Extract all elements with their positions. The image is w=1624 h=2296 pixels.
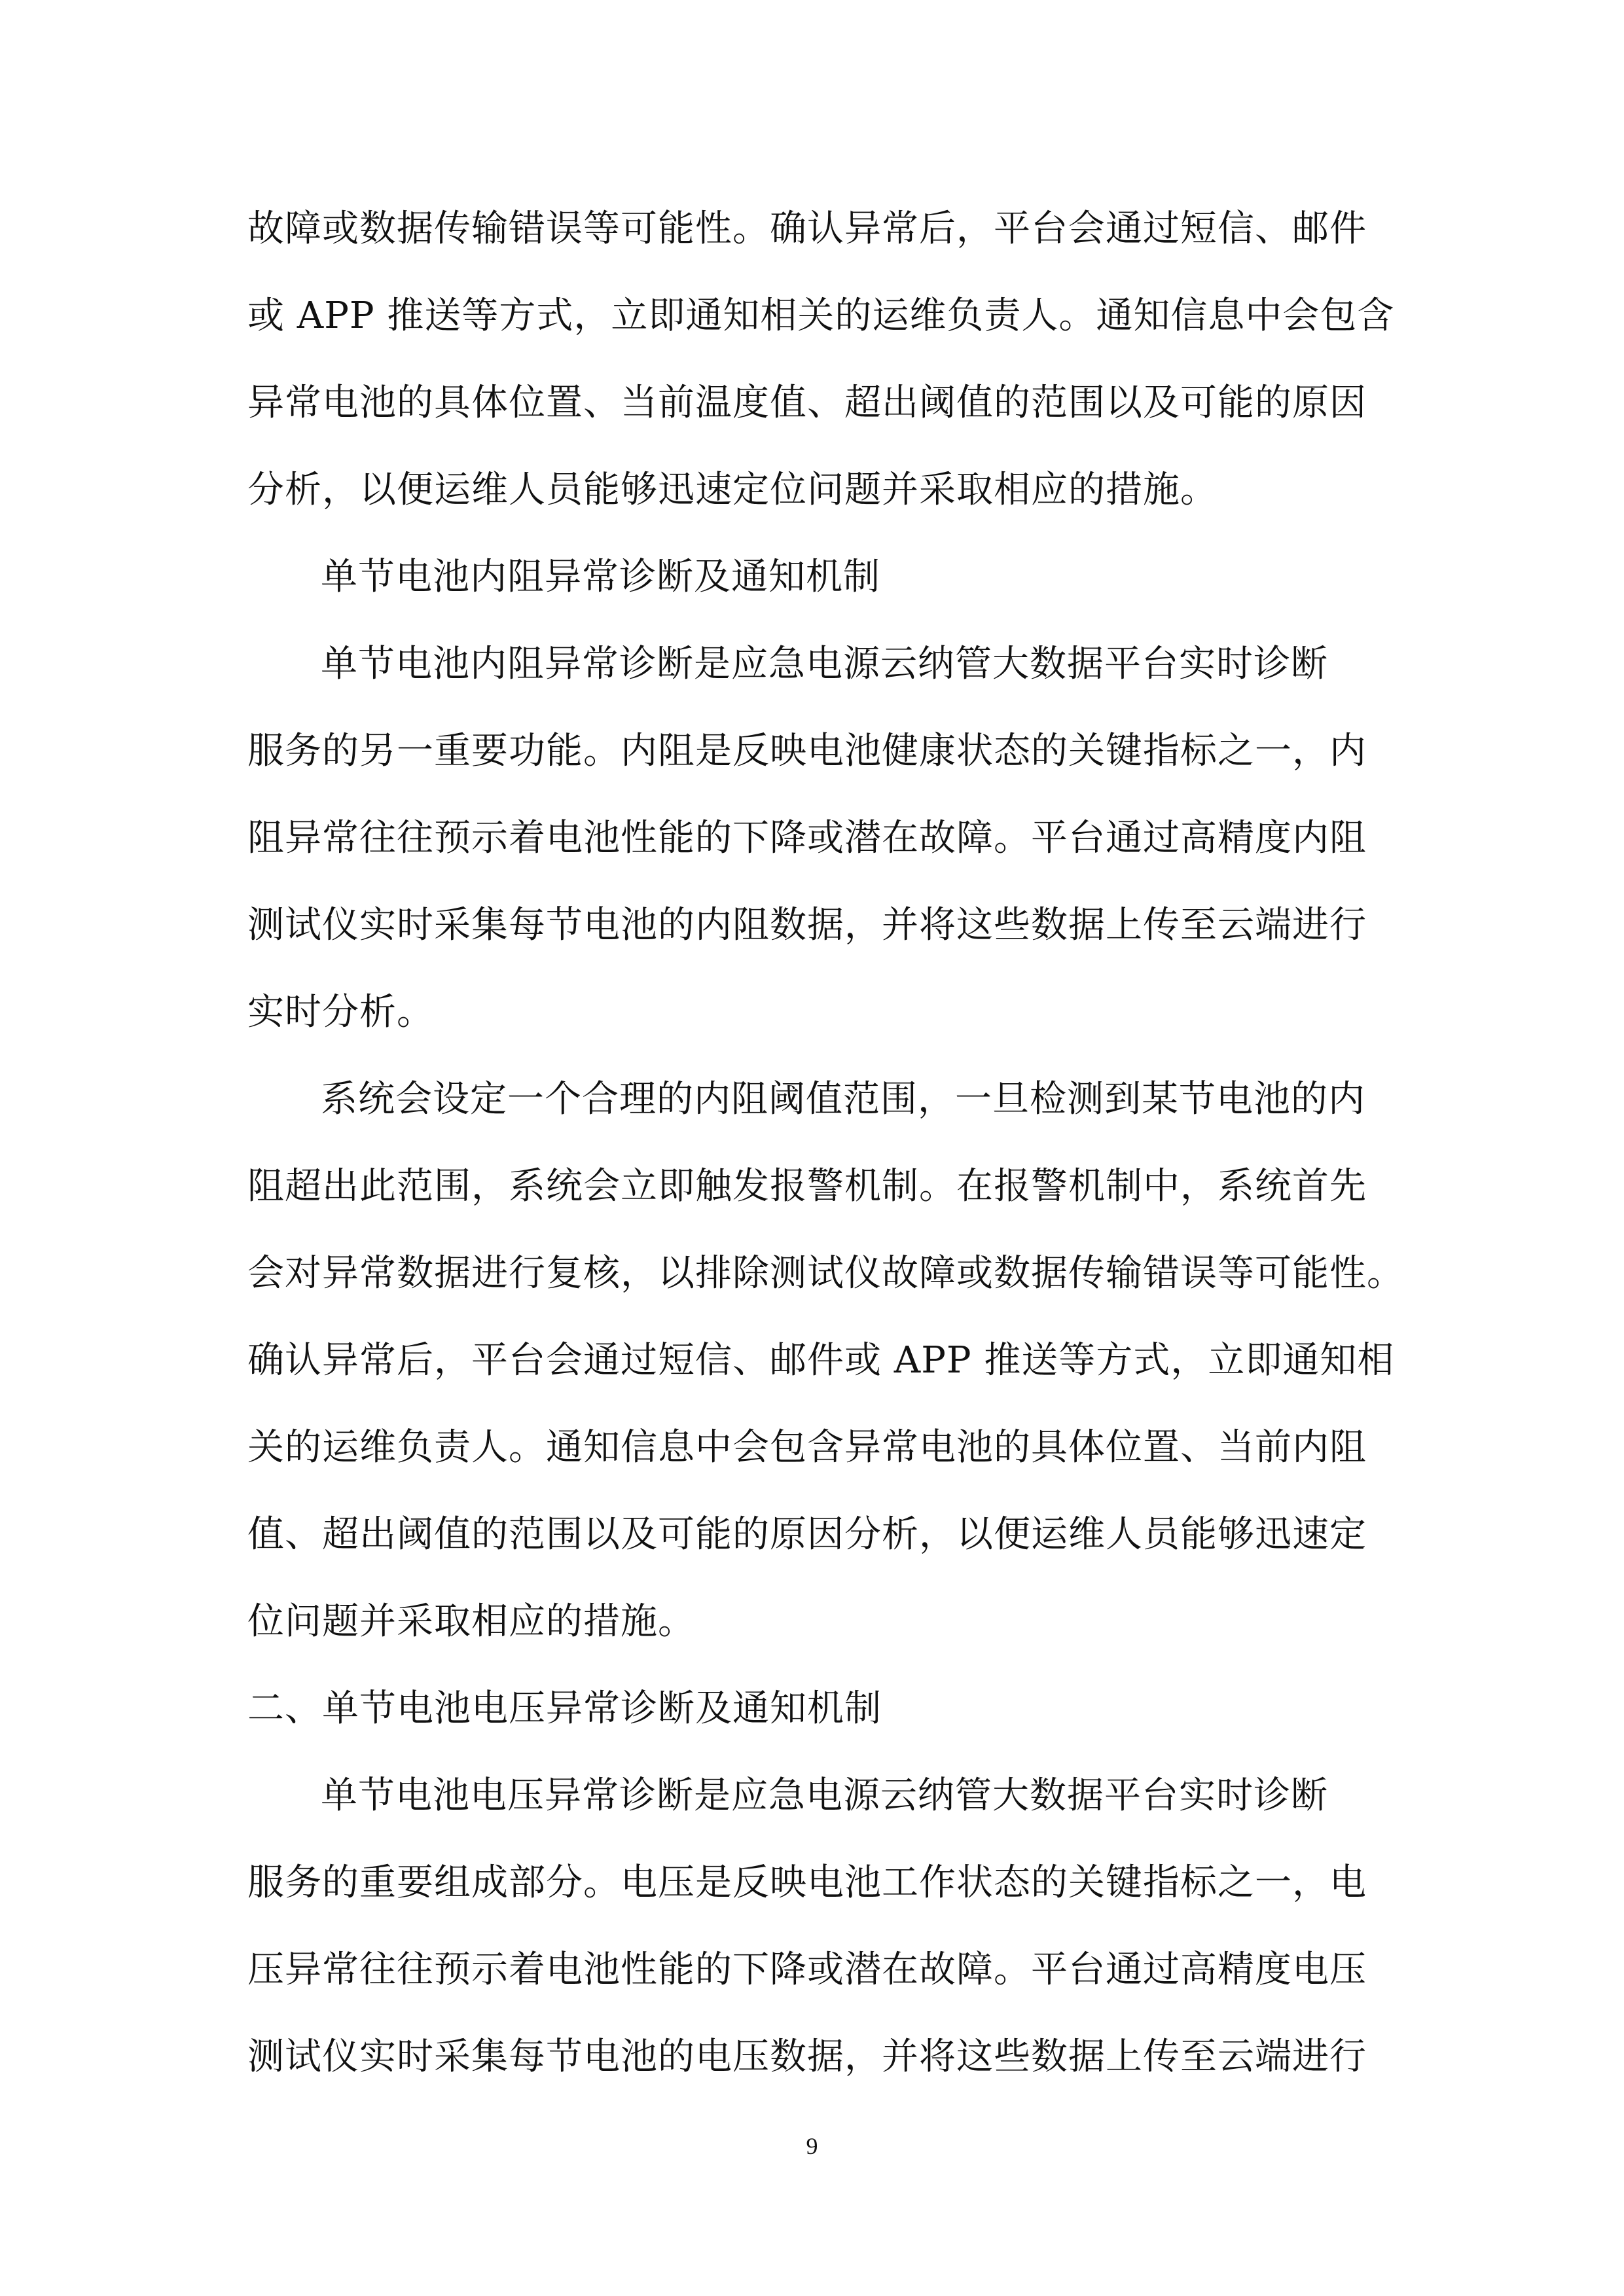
text-line: 或 APP 推送等方式，立即通知相关的运维负责人。通知信息中会包含 <box>247 295 1395 337</box>
text-line: 异常电池的具体位置、当前温度值、超出阈值的范围以及可能的原因 <box>247 382 1367 424</box>
text-line: 值、超出阈值的范围以及可能的原因分析，以便运维人员能够迅速定 <box>247 1513 1367 1556</box>
page-number: 9 <box>806 2133 818 2159</box>
text-line: 测试仪实时采集每节电池的内阻数据，并将这些数据上传至云端进行 <box>247 904 1367 946</box>
text-line: 阻异常往往预示着电池性能的下降或潜在故障。平台通过高精度内阻 <box>247 817 1367 859</box>
text-line: 阻超出此范围，系统会立即触发报警机制。在报警机制中，系统首先 <box>247 1165 1367 1208</box>
section-heading: 二、单节电池电压异常诊断及通知机制 <box>247 1687 882 1730</box>
text-line: 实时分析。 <box>247 991 434 1033</box>
text-line: 压异常往往预示着电池性能的下降或潜在故障。平台通过高精度电压 <box>247 1948 1367 1991</box>
text-line: 单节电池电压异常诊断是应急电源云纳管大数据平台实时诊断 <box>321 1774 1328 1817</box>
text-line: 系统会设定一个合理的内阻阈值范围，一旦检测到某节电池的内 <box>321 1078 1365 1121</box>
text-line: 服务的另一重要功能。内阻是反映电池健康状态的关键指标之一，内 <box>247 730 1367 772</box>
text-line: 故障或数据传输错误等可能性。确认异常后，平台会通过短信、邮件 <box>247 207 1367 250</box>
text-line: 服务的重要组成部分。电压是反映电池工作状态的关键指标之一，电 <box>247 1861 1367 1904</box>
text-line: 确认异常后，平台会通过短信、邮件或 APP 推送等方式，立即通知相 <box>247 1339 1395 1382</box>
text-line: 位问题并采取相应的措施。 <box>247 1600 695 1643</box>
text-line: 单节电池内阻异常诊断是应急电源云纳管大数据平台实时诊断 <box>321 643 1328 685</box>
text-line: 分析，以便运维人员能够迅速定位问题并采取相应的措施。 <box>247 469 1218 511</box>
text-line: 关的运维负责人。通知信息中会包含异常电池的具体位置、当前内阻 <box>247 1426 1367 1469</box>
section-heading: 单节电池内阻异常诊断及通知机制 <box>321 556 880 598</box>
text-line: 测试仪实时采集每节电池的电压数据，并将这些数据上传至云端进行 <box>247 2036 1367 2078</box>
text-line: 会对异常数据进行复核，以排除测试仪故障或数据传输错误等可能性。 <box>247 1252 1404 1295</box>
